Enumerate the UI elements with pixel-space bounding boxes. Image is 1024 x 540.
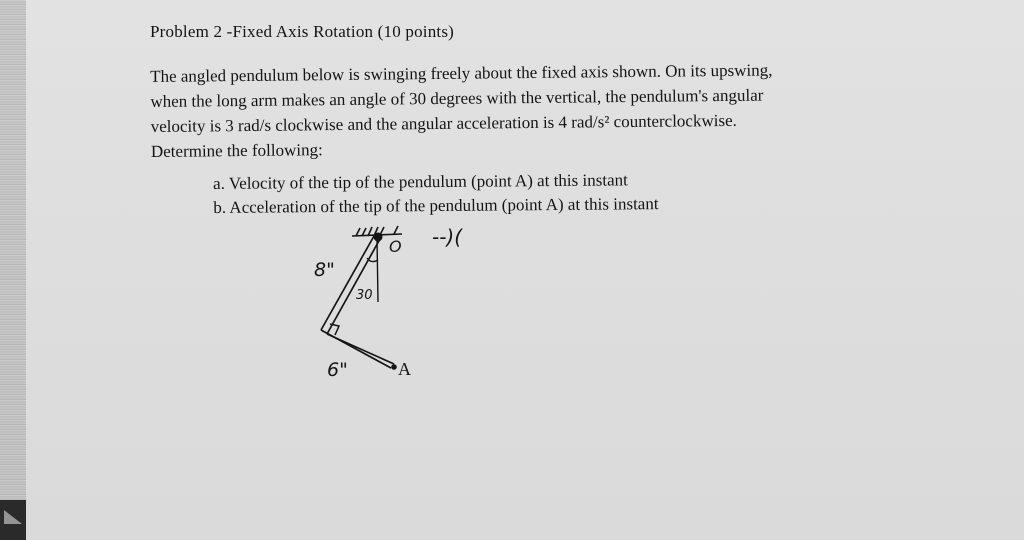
question-b: b. Acceleration of the tip of the pendulum (point A) at this instant <box>213 194 659 217</box>
tip-label: A <box>398 359 411 379</box>
scan-corner-shadow <box>0 500 26 540</box>
pivot-label: O <box>389 237 402 256</box>
statement-line: when the long arm makes an angle of 30 degrees with the vertical, the pendulum's angular <box>150 85 764 111</box>
pivot-pin-icon <box>374 233 383 242</box>
vertical-reference-line <box>377 238 378 302</box>
long-arm <box>321 236 380 334</box>
scan-left-edge <box>0 0 26 540</box>
statement-line: Determine the following: <box>150 140 323 161</box>
question-list <box>213 168 659 220</box>
short-arm-length-label: 6" <box>327 359 348 381</box>
problem-statement <box>150 56 881 164</box>
pendulum-diagram <box>290 220 530 390</box>
question-a: a. Velocity of the tip of the pendulum (point A) at this instant <box>213 170 628 193</box>
statement-line: The angled pendulum below is swinging freely about the fixed axis shown. On its upswing, <box>150 60 773 86</box>
problem-title: Problem 2 -Fixed Axis Rotation (10 points) <box>150 22 455 41</box>
statement-line: velocity is 3 rad/s clockwise and the angular acceleration is 4 rad/s² counterclockwise. <box>150 110 737 136</box>
tip-point-icon <box>391 364 397 370</box>
long-arm-length-label: 8" <box>314 259 335 281</box>
margin-scribble: --)( <box>432 225 463 249</box>
angle-label: 30 <box>356 288 373 303</box>
